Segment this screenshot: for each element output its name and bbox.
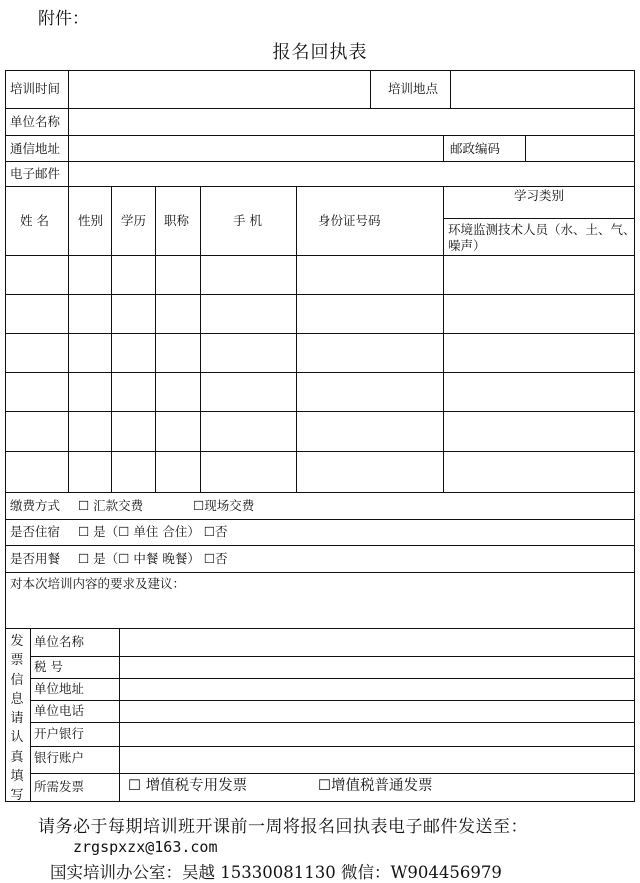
- address-label: 通信地址: [10, 141, 61, 156]
- invoice-tax-number: 税 号: [34, 659, 63, 674]
- postcode-label: 邮政编码: [450, 141, 501, 156]
- invoice-side-label: 发票信息请认真填写: [10, 634, 24, 804]
- unit-name-label: 单位名称: [10, 114, 61, 129]
- invoice-type-label: 所需发票: [34, 779, 85, 794]
- invoice-unit-phone: 单位电话: [34, 703, 85, 718]
- col-name: 姓 名: [20, 213, 49, 228]
- col-phone: 手 机: [233, 213, 262, 228]
- training-time-label: 培训时间: [10, 81, 61, 96]
- col-study-category: 学习类别: [514, 188, 565, 203]
- payment-option-onsite[interactable]: ☐现场交费: [193, 498, 255, 513]
- training-location-label: 培训地点: [388, 81, 439, 96]
- col-title: 职称: [164, 213, 190, 228]
- invoice-option-special[interactable]: ☐ 增值税专用发票: [128, 778, 248, 794]
- invoice-unit-name: 单位名称: [34, 634, 85, 649]
- payment-option-transfer[interactable]: ☐ 汇款交费: [78, 498, 144, 513]
- footer-instruction: 请务必于每期培训班开课前一周将报名回执表电子邮件发送至：: [38, 817, 528, 837]
- lodging-options[interactable]: ☐ 是（☐ 单住 合住） ☐否: [78, 524, 228, 539]
- col-education: 学历: [121, 213, 147, 228]
- footer-email: zrgspxzx@163.com: [73, 838, 218, 856]
- email-label: 电子邮件: [10, 166, 61, 181]
- invoice-bank: 开户银行: [34, 726, 85, 741]
- page-title: 报名回执表: [272, 42, 368, 63]
- footer-contact: 国实培训办公室：吴越 15330081130 微信：W904456979: [50, 863, 502, 882]
- invoice-bank-account: 银行账户: [34, 750, 85, 765]
- attachment-label: 附件：: [38, 9, 89, 29]
- invoice-unit-address: 单位地址: [34, 681, 85, 696]
- col-gender: 性别: [78, 213, 104, 228]
- meals-options[interactable]: ☐ 是（☐ 中餐 晚餐） ☐否: [78, 551, 228, 566]
- category-option-line1: 环境监测技术人员（水、土、气、: [448, 222, 636, 237]
- payment-label: 缴费方式: [10, 498, 61, 513]
- invoice-option-normal[interactable]: ☐增值税普通发票: [318, 778, 433, 794]
- suggestions-label: 对本次培训内容的要求及建议：: [10, 576, 186, 591]
- lodging-label: 是否住宿: [10, 524, 61, 539]
- category-option-line2: 噪声）: [448, 238, 486, 253]
- meals-label: 是否用餐: [10, 551, 61, 566]
- registration-form-table: [5, 70, 635, 802]
- col-id-number: 身份证号码: [318, 213, 381, 228]
